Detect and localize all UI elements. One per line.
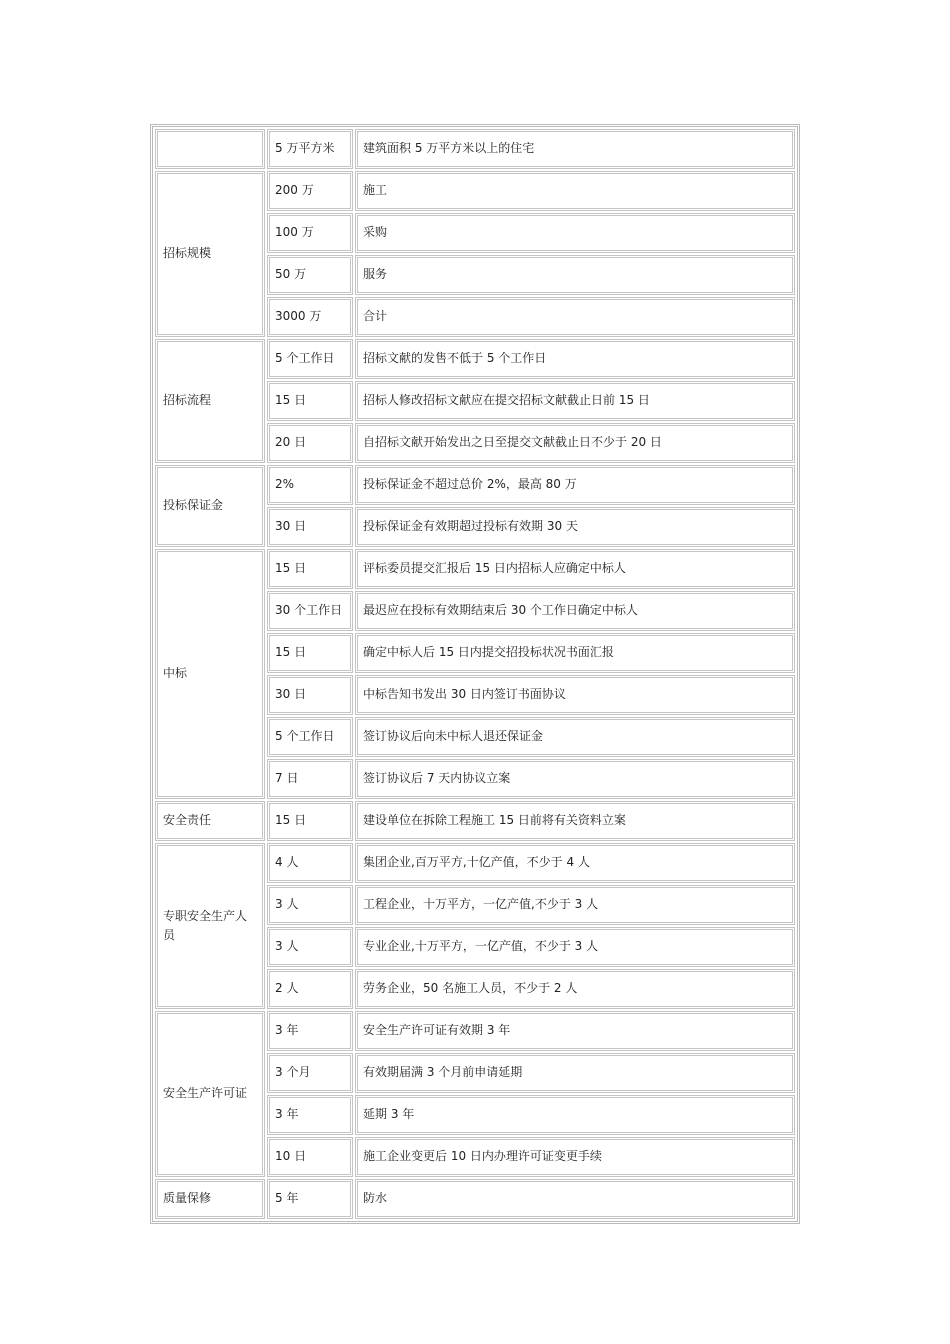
table-row	[155, 1011, 795, 1051]
value-cell: 15 日	[267, 381, 353, 421]
description-cell: 最迟应在投标有效期结束后 30 个工作日确定中标人	[355, 591, 795, 631]
value-cell: 3000 万	[267, 297, 353, 337]
description-cell: 中标告知书发出 30 日内签订书面协议	[355, 675, 795, 715]
category-cell: 招标规模	[155, 171, 265, 337]
value-cell: 3 人	[267, 885, 353, 925]
value-cell: 2%	[267, 465, 353, 505]
description-cell: 建筑面积 5 万平方米以上的住宅	[355, 129, 795, 169]
value-cell: 30 个工作日	[267, 591, 353, 631]
description-cell: 延期 3 年	[355, 1095, 795, 1135]
value-cell: 5 年	[267, 1179, 353, 1219]
description-cell: 签订协议后向未中标人退还保证金	[355, 717, 795, 757]
category-cell: 专职安全生产人员	[155, 843, 265, 1009]
value-cell: 3 年	[267, 1095, 353, 1135]
description-cell: 招标人修改招标文献应在提交招标文献截止日前 15 日	[355, 381, 795, 421]
value-cell: 3 年	[267, 1011, 353, 1051]
description-cell: 集团企业,百万平方,十亿产值，不少于 4 人	[355, 843, 795, 883]
description-cell: 施工	[355, 171, 795, 211]
category-cell: 中标	[155, 549, 265, 799]
value-cell: 5 个工作日	[267, 339, 353, 379]
value-cell: 10 日	[267, 1137, 353, 1177]
value-cell: 15 日	[267, 633, 353, 673]
description-cell: 劳务企业，50 名施工人员，不少于 2 人	[355, 969, 795, 1009]
category-cell: 投标保证金	[155, 465, 265, 547]
table-body	[155, 129, 795, 1219]
value-cell: 20 日	[267, 423, 353, 463]
regulation-table	[150, 124, 800, 1224]
description-cell: 服务	[355, 255, 795, 295]
description-cell: 合计	[355, 297, 795, 337]
description-cell: 招标文献的发售不低于 5 个工作日	[355, 339, 795, 379]
category-cell: 招标流程	[155, 339, 265, 463]
description-cell: 签订协议后 7 天内协议立案	[355, 759, 795, 799]
description-cell: 专业企业,十万平方，一亿产值，不少于 3 人	[355, 927, 795, 967]
table-row	[155, 339, 795, 379]
description-cell: 投标保证金不超过总价 2%，最高 80 万	[355, 465, 795, 505]
table-row	[155, 129, 795, 169]
category-cell	[155, 129, 265, 169]
category-cell: 安全生产许可证	[155, 1011, 265, 1177]
description-cell: 评标委员提交汇报后 15 日内招标人应确定中标人	[355, 549, 795, 589]
description-cell: 工程企业，十万平方，一亿产值,不少于 3 人	[355, 885, 795, 925]
description-cell: 自招标文献开始发出之日至提交文献截止日不少于 20 日	[355, 423, 795, 463]
description-cell: 投标保证金有效期超过投标有效期 30 天	[355, 507, 795, 547]
value-cell: 2 人	[267, 969, 353, 1009]
value-cell: 50 万	[267, 255, 353, 295]
table-row	[155, 171, 795, 211]
value-cell: 100 万	[267, 213, 353, 253]
category-cell: 质量保修	[155, 1179, 265, 1219]
value-cell: 30 日	[267, 675, 353, 715]
value-cell: 15 日	[267, 549, 353, 589]
table-row	[155, 843, 795, 883]
table-row	[155, 801, 795, 841]
value-cell: 5 万平方米	[267, 129, 353, 169]
table-row	[155, 465, 795, 505]
description-cell: 有效期届满 3 个月前申请延期	[355, 1053, 795, 1093]
value-cell: 3 个月	[267, 1053, 353, 1093]
value-cell: 200 万	[267, 171, 353, 211]
value-cell: 7 日	[267, 759, 353, 799]
description-cell: 施工企业变更后 10 日内办理许可证变更手续	[355, 1137, 795, 1177]
description-cell: 防水	[355, 1179, 795, 1219]
table-row	[155, 1179, 795, 1219]
description-cell: 确定中标人后 15 日内提交招投标状况书面汇报	[355, 633, 795, 673]
value-cell: 5 个工作日	[267, 717, 353, 757]
description-cell: 采购	[355, 213, 795, 253]
value-cell: 30 日	[267, 507, 353, 547]
table-row	[155, 549, 795, 589]
value-cell: 4 人	[267, 843, 353, 883]
description-cell: 建设单位在拆除工程施工 15 日前将有关资料立案	[355, 801, 795, 841]
value-cell: 15 日	[267, 801, 353, 841]
value-cell: 3 人	[267, 927, 353, 967]
description-cell: 安全生产许可证有效期 3 年	[355, 1011, 795, 1051]
category-cell: 安全责任	[155, 801, 265, 841]
